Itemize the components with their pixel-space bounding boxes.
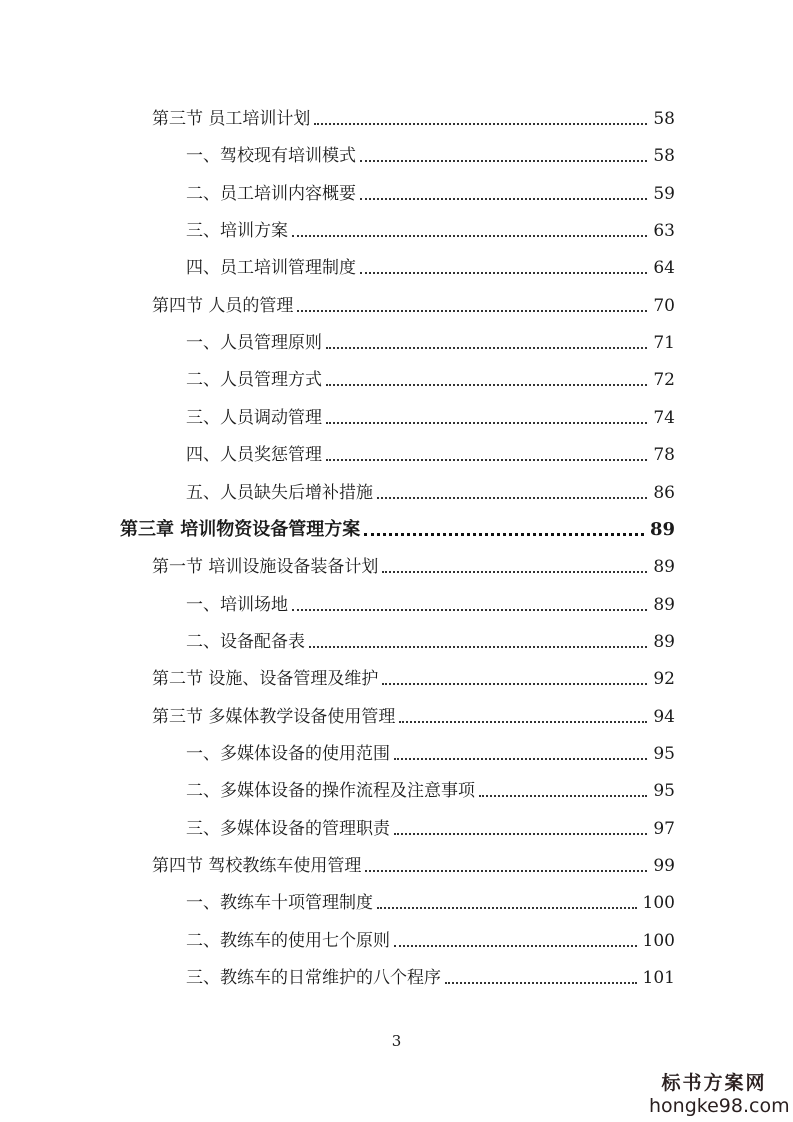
toc-page-number: 58	[653, 146, 675, 166]
toc-dot-leader	[394, 945, 637, 947]
toc-label: 一、教练车十项管理制度	[186, 893, 373, 913]
toc-dot-leader	[360, 272, 647, 274]
toc-entry-section	[152, 853, 675, 879]
toc-page-number: 70	[653, 296, 675, 316]
toc-label: 二、员工培训内容概要	[186, 184, 356, 204]
toc-page-number: 86	[653, 483, 675, 503]
toc-dot-leader	[360, 160, 647, 162]
toc-dot-leader	[309, 646, 647, 648]
toc-entry-item	[186, 405, 675, 431]
toc-dot-leader	[377, 907, 637, 909]
toc-entry-item	[186, 181, 675, 207]
toc-dot-leader	[314, 123, 647, 125]
toc-page-number: 78	[653, 445, 675, 465]
toc-entry-item	[186, 890, 675, 916]
toc-dot-leader	[297, 310, 647, 312]
toc-page-number: 100	[642, 931, 675, 951]
toc-page-number: 71	[653, 333, 675, 353]
toc-entry-item	[186, 741, 675, 767]
toc-entry-item	[186, 592, 675, 618]
toc-dot-leader	[326, 347, 647, 349]
toc-label: 第三节 员工培训计划	[152, 109, 311, 129]
toc-label: 第四节 人员的管理	[152, 296, 294, 316]
toc-entry-item	[186, 367, 675, 393]
toc-label: 三、人员调动管理	[186, 408, 322, 428]
toc-label: 二、多媒体设备的操作流程及注意事项	[186, 781, 475, 801]
watermark-name: 标书方案网	[661, 1072, 767, 1094]
toc-dot-leader	[326, 384, 647, 386]
toc-entry-item	[186, 778, 675, 804]
toc-entry-item	[186, 330, 675, 356]
toc-page-number: 97	[653, 819, 675, 839]
toc-page-number: 92	[653, 669, 675, 689]
toc-dot-leader	[360, 198, 647, 200]
toc-dot-leader	[394, 833, 647, 835]
toc-page-number: 101	[642, 968, 675, 988]
toc-entry-section	[152, 293, 675, 319]
toc-dot-leader	[326, 422, 647, 424]
toc-dot-leader	[292, 609, 647, 611]
toc-entry-item	[186, 629, 675, 655]
toc-page-number: 89	[653, 632, 675, 652]
toc-label: 第三节 多媒体教学设备使用管理	[152, 707, 396, 727]
toc-entry-item	[186, 480, 675, 506]
toc-dot-leader	[326, 459, 647, 461]
toc-label: 四、员工培训管理制度	[186, 258, 356, 278]
toc-entry-section	[152, 704, 675, 730]
toc-label: 二、设备配备表	[186, 632, 305, 652]
toc-entry-item	[186, 816, 675, 842]
toc-label: 第三章 培训物资设备管理方案	[120, 519, 361, 540]
toc-entry-chapter	[120, 517, 675, 543]
toc-page-number: 100	[642, 893, 675, 913]
toc-label: 五、人员缺失后增补措施	[186, 483, 373, 503]
toc-page-number: 74	[653, 408, 675, 428]
toc-dot-leader	[292, 235, 647, 237]
toc-entry-item	[186, 928, 675, 954]
toc-page-number: 95	[653, 744, 675, 764]
toc-label: 第一节 培训设施设备装备计划	[152, 557, 379, 577]
toc-entry-section	[152, 554, 675, 580]
toc-entry-section	[152, 106, 675, 132]
toc-label: 二、教练车的使用七个原则	[186, 931, 390, 951]
toc-label: 三、培训方案	[186, 221, 288, 241]
toc-label: 一、驾校现有培训模式	[186, 146, 356, 166]
toc-label: 一、培训场地	[186, 595, 288, 615]
toc-entry-item	[186, 218, 675, 244]
toc-page-number: 58	[653, 109, 675, 129]
toc-entry-item	[186, 255, 675, 281]
toc-dot-leader	[394, 758, 647, 760]
toc-dot-leader	[382, 571, 647, 573]
toc-dot-leader	[377, 497, 647, 499]
toc-dot-leader	[365, 870, 647, 872]
toc-page-number: 59	[653, 184, 675, 204]
toc-label: 四、人员奖惩管理	[186, 445, 322, 465]
toc-entry-item	[186, 965, 675, 991]
watermark-logo	[649, 1068, 790, 1117]
toc-label: 三、多媒体设备的管理职责	[186, 819, 390, 839]
page-number: 3	[391, 1032, 402, 1050]
toc-page-number: 99	[653, 856, 675, 876]
toc-label: 第四节 驾校教练车使用管理	[152, 856, 362, 876]
toc-label: 一、多媒体设备的使用范围	[186, 744, 390, 764]
toc-label: 二、人员管理方式	[186, 370, 322, 390]
toc-page-number: 94	[653, 707, 675, 727]
toc-page-number: 95	[653, 781, 675, 801]
watermark-url: hongke98.com	[649, 1095, 790, 1117]
toc-page-number: 89	[653, 595, 675, 615]
toc-dot-leader	[364, 533, 644, 536]
toc-page-number: 63	[653, 221, 675, 241]
toc-label: 第二节 设施、设备管理及维护	[152, 669, 379, 689]
toc-page-number: 89	[649, 519, 675, 540]
toc-dot-leader	[445, 982, 637, 984]
toc-label: 三、教练车的日常维护的八个程序	[186, 968, 441, 988]
toc-label: 一、人员管理原则	[186, 333, 322, 353]
toc-page-number: 72	[653, 370, 675, 390]
toc-entry-item	[186, 442, 675, 468]
toc-dot-leader	[479, 795, 647, 797]
toc-entry-item	[186, 143, 675, 169]
toc-dot-leader	[382, 683, 647, 685]
toc-dot-leader	[399, 721, 647, 723]
toc-page-number: 64	[653, 258, 675, 278]
toc-page-number: 89	[653, 557, 675, 577]
toc-entry-section	[152, 666, 675, 692]
